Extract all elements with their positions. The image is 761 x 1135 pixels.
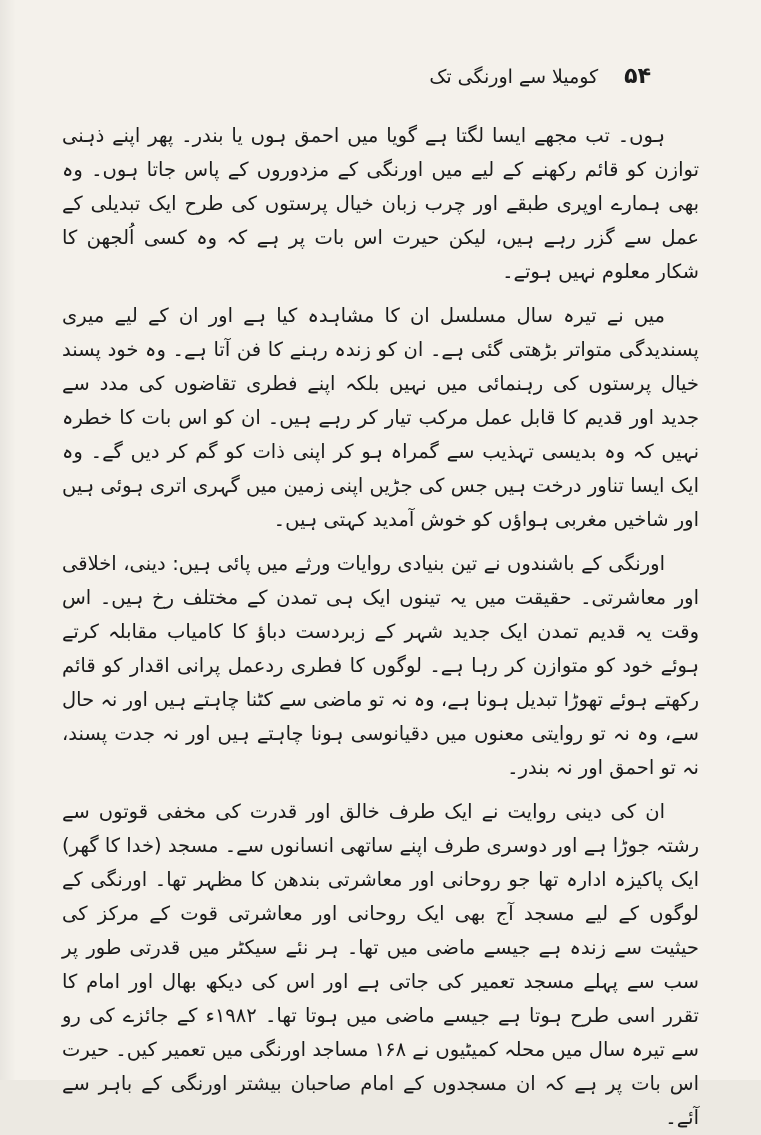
page-number: ۵۴: [624, 64, 651, 89]
paragraph: ہوں۔ تب مجھے ایسا لگتا ہے گویا میں احمق ہوں یا بندر۔ پھر اپنے ذہنی توازن کو قائم رکھنے کے لیے میں اورنگی کے مزدوروں کے پاس جاتا ہوں۔ وہ بھی ہمارے اوپری طبقے اور چرب زبان خیال پرستوں کی طرح ایک تبدیلی کے عمل سے گزر رہے ہیں، لیکن حیرت اس بات پر ہے کہ وہ کسی اُلجھن کا شکار معلوم نہیں ہوتے۔: [62, 124, 699, 283]
paragraph: میں نے تیرہ سال مسلسل ان کا مشاہدہ کیا ہے اور ان کے لیے میری پسندیدگی متواتر بڑھتی گئی ہے۔ ان کو زندہ رہنے کا فن آتا ہے۔ وہ خود پسند خیال پرستوں کی رہنمائی میں نہیں بلکہ اپنے فطری تقاضوں کی مدد سے جدید اور قدیم کا قابل عمل مرکب تیار کر رہے ہیں۔ ان کو اس بات کا خطرہ نہیں کہ وہ بدیسی تہذیب سے گمراہ ہو کر اپنی ذات کو گم کر دیں گے۔ وہ ایک ایسا تناور درخت ہیں جس کی جڑیں اپنی زمین میں گہری اتری ہوئی ہیں اور شاخیں مغربی ہواؤں کو خوش آمدید کہتی ہیں۔: [62, 304, 699, 531]
running-title: کومیلا سے اورنگی تک: [429, 66, 599, 88]
paragraph: اورنگی کے باشندوں نے تین بنیادی روایات ورثے میں پائی ہیں: دینی، اخلاقی اور معاشرتی۔ حقیقت میں یہ تینوں ایک ہی تمدن کے مختلف رخ ہیں۔ اس وقت یہ قدیم تمدن ایک جدید شہر کے زبردست دباؤ کا کامیاب مقابلہ کرتے ہوئے خود کو متوازن کر رہا ہے۔ لوگوں کا فطری ردعمل پرانی اقدار کو قائم رکھتے ہوئے تھوڑا تبدیل ہونا ہے، وہ نہ تو ماضی سے کٹنا چاہتے ہیں اور نہ حال سے، وہ نہ تو روایتی معنوں میں دقیانوسی ہونا چاہتے ہیں اور نہ جدت پسند، نہ تو احمق اور نہ بندر۔: [62, 552, 699, 779]
page-header: [62, 64, 699, 89]
page-body: [62, 119, 699, 1135]
paragraph: ان کی دینی روایت نے ایک طرف خالق اور قدرت کی مخفی قوتوں سے رشتہ جوڑا ہے اور دوسری طرف اپنے ساتھی انسانوں سے۔ مسجد (خدا کا گھر) ایک پاکیزہ ادارہ تھا جو روحانی اور معاشرتی بندھن کا مظہر تھا۔ اورنگی کے لوگوں کے لیے مسجد آج بھی ایک روحانی اور معاشرتی قوت کے مرکز کی حیثیت سے زندہ ہے جیسے ماضی میں تھا۔ ہر نئے سیکٹر میں قدرتی طور پر سب سے پہلے مسجد تعمیر کی جاتی ہے اور اس کی دیکھ بھال اور امام کا تقرر اسی طرح ہوتا ہے جیسے ماضی میں ہوتا تھا۔ ۱۹۸۲ء کے جائزے کی رو سے تیرہ سال میں محلہ کمیٹیوں نے ۱۶۸ مساجد اورنگی میں تعمیر کیں۔ حیرت اس بات پر ہے کہ ان مسجدوں کے امام صاحبان بیشتر اورنگی کے باہر سے آئے۔: [62, 800, 699, 1129]
